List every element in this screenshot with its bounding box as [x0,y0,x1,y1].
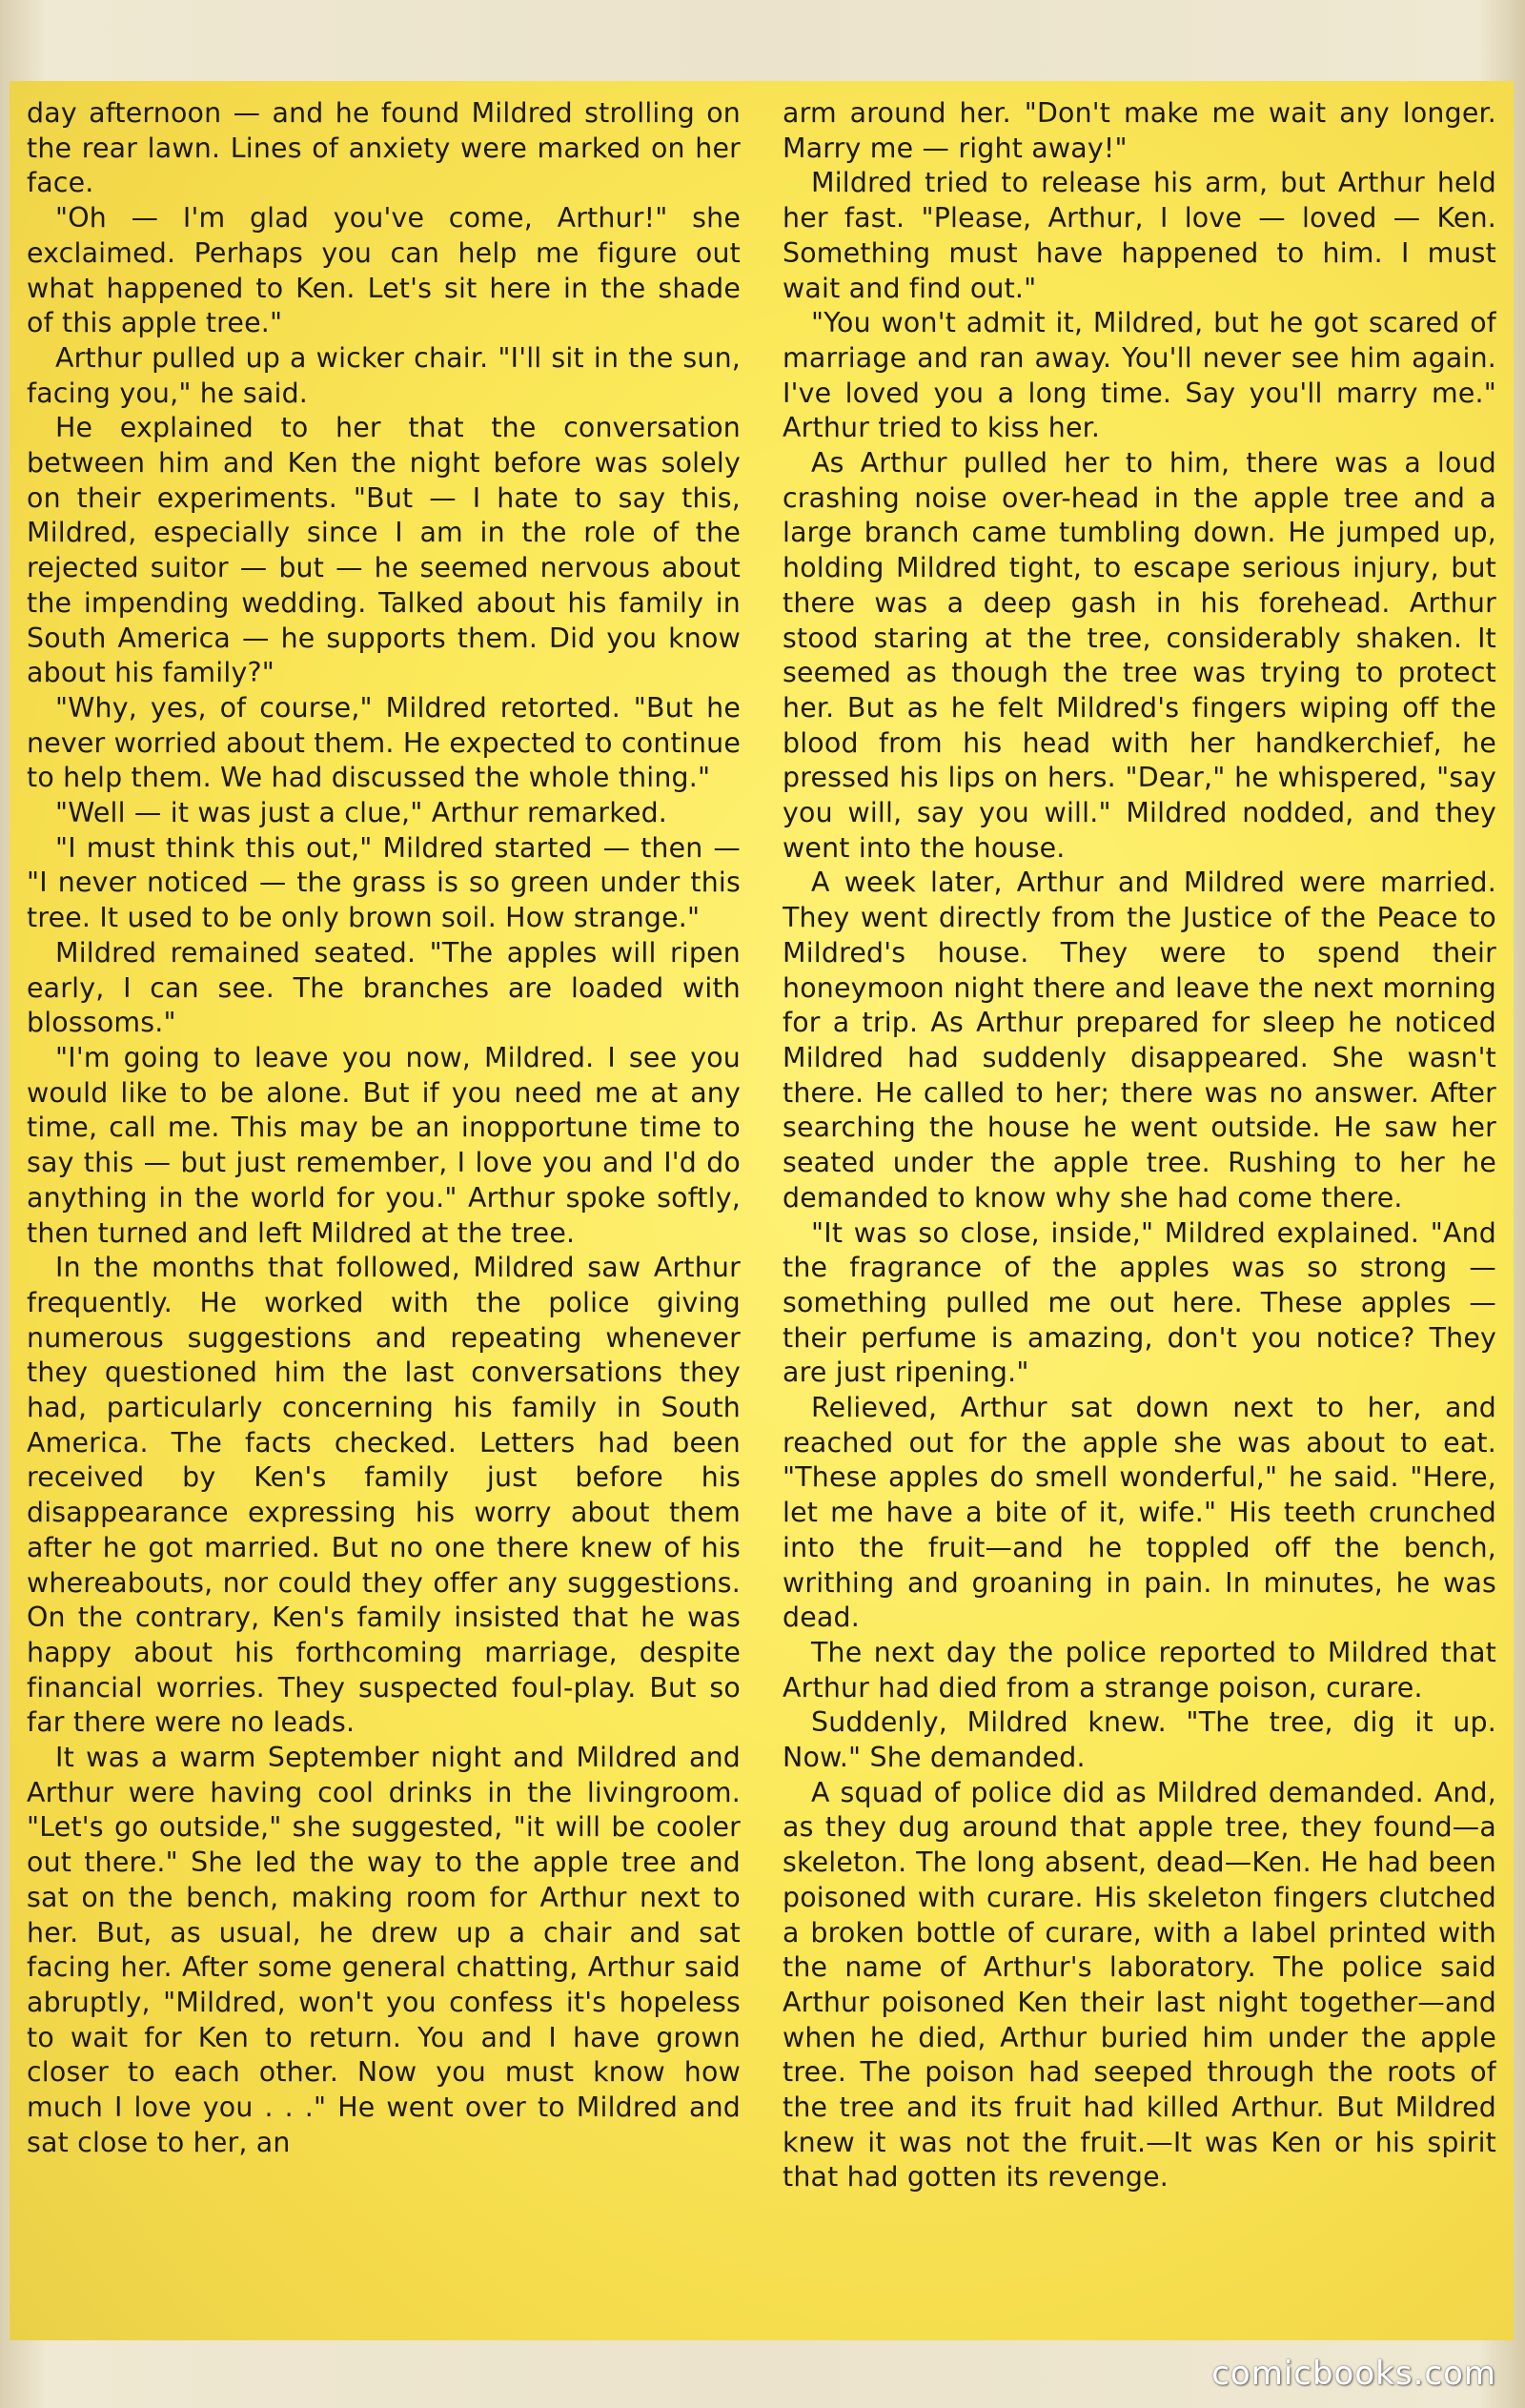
paragraph: Mildred tried to release his arm, but Arthur held her fast. "Please, Arthur, I love — loved — Ken. Something must have happened to him. I must wait and find out." [783,167,1496,304]
paragraph: Relieved, Arthur sat down next to her, and reached out for the apple she was about to eat. "These apples do smell wonderful," he said. "Here, let me have a bite of it, wife." His teeth crunched into the fruit—and he toppled off the bench, writhing and groaning in pain. In minutes, he was dead. [783,1392,1496,1634]
paragraph: "Why, yes, of course," Mildred retorted. "But he never worried about them. He expected to continue to help them. We had discussed the whole thing." [27,691,741,794]
paragraph: "You won't admit it, Mildred, but he got scared of marriage and ran away. You'll never see him again. I've loved you a long time. Say you'll marry me." Arthur tried to kiss her. [783,307,1496,444]
paragraph: It was a warm September night and Mildred and Arthur were having cool drinks in the livingroom. "Let's go outside," she suggested, "it will be cooler out there." She led the way to the apple tree and sat on the bench, making room for Arthur next to her. But, as usual, he drew up a chair and sat facing her. After some general chatting, Arthur said abruptly, "Mildred, won't you confess it's hopeless to wait for Ken to return. You and I have grown closer to each other. Now you must know how much I love you . . ." He went over to Mildred and sat close to her, an [27,1742,741,2158]
paragraph: A squad of police did as Mildred demanded. And, as they dug around that apple tree, they found—a skeleton. The long absent, dead—Ken. He had been poisoned with curare. His skeleton fingers clutched a broken bottle of curare, with a label printed with the name of Arthur's laboratory. The police said Arthur poisoned Ken their last night together—and when he died, Arthur buried him under the apple tree. The poison had seeped through the roots of the tree and its fruit had killed Arthur. But Mildred knew it was not the fruit.—It was Ken or his spirit that had gotten its revenge. [783,1776,1496,2194]
site-watermark: comicbooks.com [1211,2355,1496,2393]
paragraph: He explained to her that the conversation between him and Ken the night before was solely on their experiments. "But — I hate to say this, Mildred, especially since I am in the role of the rejected suitor — but — he seemed nervous about the impending wedding. Talked about his family in South America — he supports them. Did you know about his family?" [27,412,741,689]
story-columns [27,96,1496,2327]
text-panel [10,81,1514,2340]
paragraph: "Well — it was just a clue," Arthur remarked. [55,797,668,829]
paragraph: The next day the police reported to Mildred that Arthur had died from a strange poison, curare. [783,1636,1496,1704]
paragraph: arm around her. "Don't make me wait any longer. Marry me — right away!" [783,97,1496,164]
right-column [783,96,1496,2317]
left-column [27,96,741,2317]
paragraph: Arthur pulled up a wicker chair. "I'll sit in the sun, facing you," he said. [27,341,741,409]
paragraph: In the months that followed, Mildred saw Arthur frequently. He worked with the police giving numerous suggestions and repeating whenever they questioned him the last conversations they had, particularly concerning his family in South America. The facts checked. Letters had been received by Ken's family just before his disappearance expressing his worry about them after he got married. But no one there knew of his whereabouts, nor could they offer any suggestions. On the contrary, Ken's family insisted that he was happy about his forthcoming marriage, despite financial worries. They suspected foul-play. But so far there were no leads. [27,1252,741,1739]
paragraph: "Oh — I'm glad you've come, Arthur!" she exclaimed. Perhaps you can help me figure out what happened to Ken. Let's sit here in the shade of this apple tree." [27,202,741,339]
paragraph: A week later, Arthur and Mildred were married. They went directly from the Justice of the Peace to Mildred's house. They were to spend their honeymoon night there and leave the next morning for a trip. As Arthur prepared for sleep he noticed Mildred had suddenly disappeared. She wasn't there. He called to her; there was no answer. After searching the house he went outside. He saw her seated under the apple tree. Rushing to her he demanded to know why she had come there. [783,867,1496,1214]
paragraph: "I must think this out," Mildred started — then — "I never noticed — the grass is so green under this tree. It used to be only brown soil. How strange." [27,831,741,934]
paragraph: Suddenly, Mildred knew. "The tree, dig it up. Now." She demanded. [783,1706,1496,1774]
paragraph: "I'm going to leave you now, Mildred. I see you would like to be alone. But if you need me at any time, call me. This may be an inopportune time to say this — but just remember, I love you and I'd do anything in the world for you." Arthur spoke softly, then turned and left Mildred at the tree. [27,1041,741,1249]
paragraph: Mildred remained seated. "The apples will ripen early, I can see. The branches are loaded with blossoms." [27,936,741,1039]
paragraph: "It was so close, inside," Mildred explained. "And the fragrance of the apples was so strong — something pulled me out here. These apples — their perfume is amazing, don't you notice? They are just ripening." [783,1216,1496,1389]
paragraph: day afternoon — and he found Mildred strolling on the rear lawn. Lines of anxiety were marked on her face. [27,97,741,199]
paragraph: As Arthur pulled her to him, there was a loud crashing noise over-head in the apple tree and a large branch came tumbling down. He jumped up, holding Mildred tight, to escape serious injury, but there was a deep gash in his forehead. Arthur stood staring at the tree, considerably shaken. It seemed as though the tree was trying to protect her. But as he felt Mildred's fingers wiping off the blood from his head with her handkerchief, he pressed his lips on hers. "Dear," he whispered, "say you will, say you will." Mildred nodded, and they went into the house. [783,447,1496,864]
